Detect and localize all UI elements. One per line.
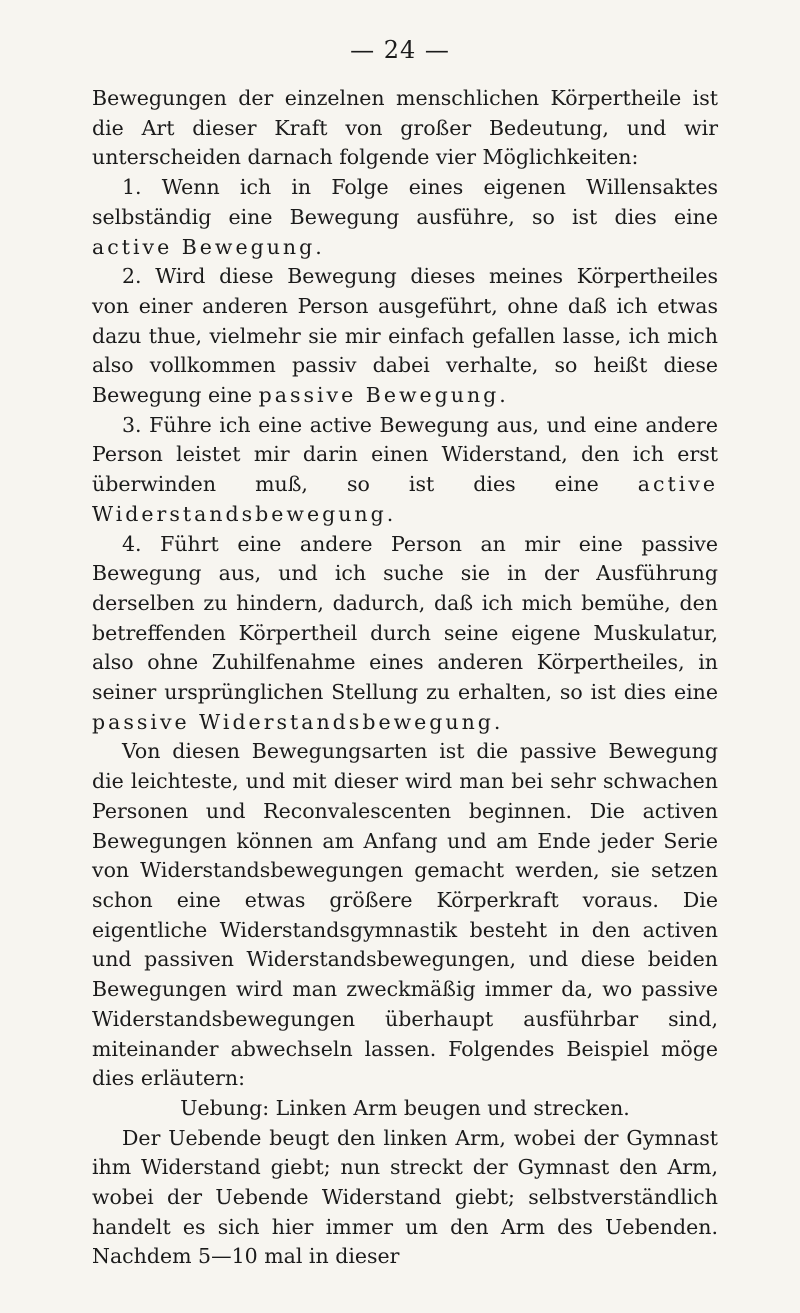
page-number: — 24 —	[350, 36, 450, 64]
text-run: .	[493, 709, 501, 734]
text-run: Von diesen Bewegungsarten ist die passive Bewegung die leichteste, und mit dieser wird man bei sehr schwachen Personen und Reconvalescenten beginnen. Die activen Bewegungen können am Anfang und am Ende jeder Serie von Widerstandsbewegungen gemacht werden, sie setzen schon eine etwas größere Körperkraft voraus. Die eigentliche Widerstandsgymnastik besteht in den activen und passiven Widerstandsbewegungen, und diese beiden Bewegungen wird man zweckmäßig immer da, wo passive Widerstandsbewegungen überhaupt ausführbar sind, miteinander abwechseln lassen. Folgendes Beispiel möge dies erläutern:	[92, 739, 718, 1091]
emphasized-term: passive Widerstandsbewegung	[92, 709, 494, 734]
text-run: Der Uebende beugt den linken Arm, wobei der Gymnast ihm Widerstand giebt; nun streckt der Gymnast den Arm, wobei der Uebende Widerstand giebt; selbstverständlich handelt es sich hier immer um den Arm des Uebenden. Nachdem 5—10 mal in dieser	[92, 1125, 718, 1269]
paragraph	[92, 262, 718, 411]
paragraph	[92, 84, 718, 173]
paragraph	[92, 173, 718, 262]
text-run: .	[499, 383, 506, 408]
paragraph	[92, 1124, 718, 1273]
text-run: Uebung: Linken Arm beugen und strecken.	[180, 1095, 630, 1120]
emphasized-term: passive Bewegung	[258, 383, 500, 408]
text-run: .	[386, 501, 394, 526]
exercise-heading	[92, 1094, 718, 1124]
emphasized-term: active Widerstandsbewegung	[92, 472, 718, 526]
text-run: 2. Wird diese Bewegung dieses meines Körpertheiles von einer anderen Person ausgeführt, ohne daß ich etwas dazu thue, vielmehr sie mir einfach gefallen lasse, ich mich also vollkommen passiv dabei verhalte, so heißt diese Bewegung eine	[92, 264, 718, 408]
text-run: 1. Wenn ich in Folge eines eigenen Willensaktes selbständig eine Bewegung ausführe, so ist dies eine	[92, 175, 718, 229]
paragraph	[92, 411, 718, 530]
text-run: 3. Führe ich eine active Bewegung aus, und eine andere Person leistet mir darin einen Widerstand, den ich erst überwinden muß, so ist dies eine	[92, 412, 718, 497]
text-run: Bewegungen der einzelnen menschlichen Körpertheile ist die Art dieser Kraft von großer Bedeutung, und wir unterscheiden darnach folgende vier Möglichkeiten:	[92, 86, 718, 170]
body-text	[92, 84, 718, 1272]
text-run: .	[315, 234, 322, 259]
paragraph	[92, 530, 718, 738]
emphasized-term: active Bewegung	[92, 234, 316, 259]
text-run: 4. Führt eine andere Person an mir eine passive Bewegung aus, und ich suche sie in der Ausführung derselben zu hindern, dadurch, daß ich mich bemühe, den betreffenden Körpertheil durch seine eigene Muskulatur, also ohne Zuhilfenahme eines anderen Körpertheiles, in seiner ursprünglichen Stellung zu erhalten, so ist dies eine	[92, 531, 718, 705]
paragraph	[92, 737, 718, 1093]
